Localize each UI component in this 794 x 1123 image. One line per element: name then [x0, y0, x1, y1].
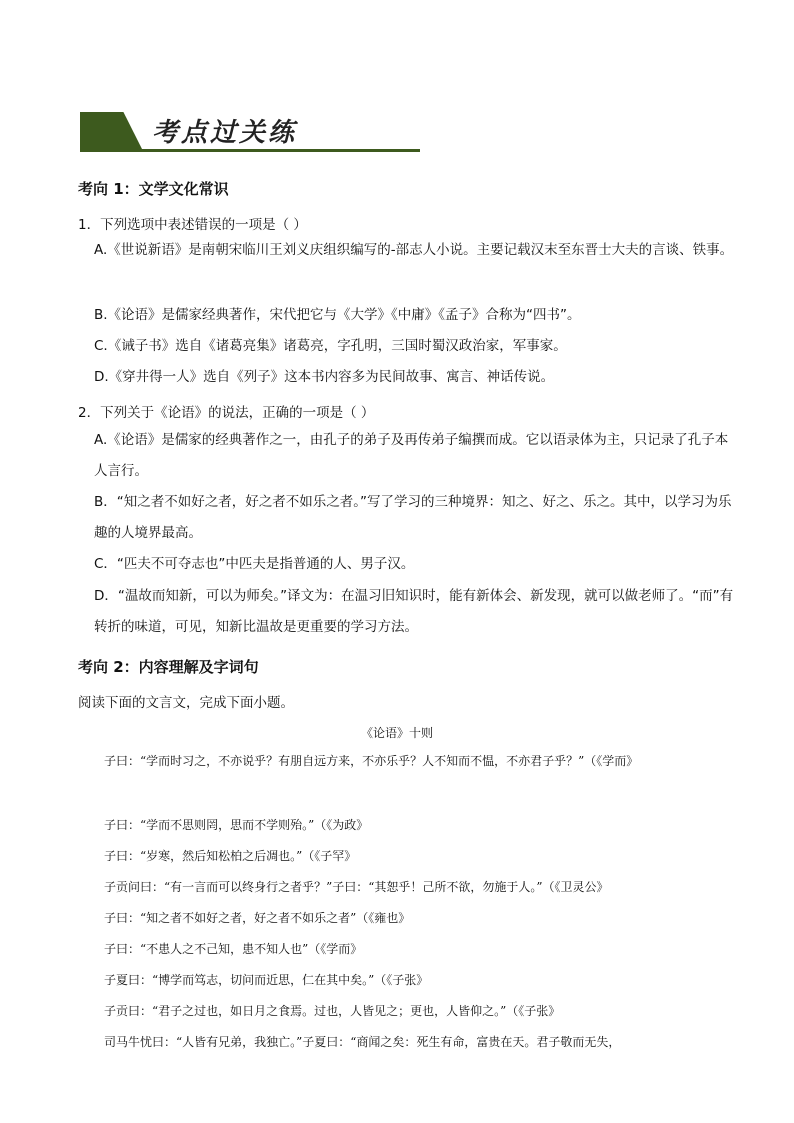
section1-heading: 考向 1：文学文化常识 [78, 180, 229, 198]
classic-line: 司马牛忧曰：“人皆有兄弟，我独亡。”子夏曰：“商闻之矣：死生有命，富贵在天。君子敬而无失， [104, 1035, 621, 1049]
question-2-option-b: B．“知之者不如好之者，好之者不如乐之者。”写了学习的三种境界：知之、好之、乐之。其中，以学习为乐趣的人境界最高。 [94, 494, 732, 541]
classic-title: 《论语》十则 [360, 726, 433, 740]
question-1-stem: 1．下列选项中表述错误的一项是（ ） [78, 217, 307, 233]
banner-block [80, 112, 142, 149]
classic-line: 子夏曰：“博学而笃志，切问而近思，仁在其中矣。”（《子张》 [104, 973, 429, 987]
classic-line: 子贡问曰：“有一言而可以终身行之者乎？”子曰：“其恕乎！己所不欲，勿施于人。”（《卫灵公》 [104, 880, 609, 894]
reading-intro: 阅读下面的文言文，完成下面小题。 [78, 695, 294, 711]
banner-title: 考点过关练 [152, 118, 298, 148]
classic-line: 子曰：“不患人之不己知，患不知人也”（《学而》 [104, 942, 363, 956]
question-1-option-c: C.《诫子书》选自《诸葛亮集》诸葛亮，字孔明，三国时蜀汉政治家，军事家。 [94, 338, 567, 354]
question-1-option-a: A.《世说新语》是南朝宋临川王刘义庆组织编写的-部志人小说。主要记载汉末至东晋士大夫的言谈、铁事。 [94, 242, 734, 258]
question-2-option-d: D．“温故而知新，可以为师矣。”译文为：在温习旧知识时，能有新体会、新发现，就可以做老师了。“而”有转折的味道，可见，知新比温故是更重要的学习方法。 [94, 588, 734, 635]
question-2-stem: 2．下列关于《论语》的说法，正确的一项是（ ） [78, 405, 375, 421]
question-2-option-a: A.《论语》是儒家的经典著作之一，由孔子的弟子及再传弟子编撰而成。它以语录体为主，只记录了孔子本人言行。 [94, 432, 729, 479]
question-1-option-d: D.《穿井得一人》选自《列子》这本书内容多为民间故事、寓言、神话传说。 [94, 369, 555, 385]
classic-line: 子贡曰：“君子之过也，如日月之食焉。过也，人皆见之；更也，人皆仰之。”（《子张》 [104, 1004, 561, 1018]
question-1-option-b: B.《论语》是儒家经典著作，宋代把它与《大学》《中庸》《孟子》合称为“四书”。 [94, 307, 581, 323]
classic-line: 子曰：“学而时习之，不亦说乎？有朋自远方来，不亦乐乎？人不知而不愠，不亦君子乎？”（《学而》 [104, 754, 639, 768]
section2-heading: 考向 2：内容理解及字词句 [78, 658, 259, 676]
classic-line: 子曰：“学而不思则罔，思而不学则殆。”（《为政》 [104, 818, 369, 832]
question-2-option-c: C．“匹夫不可夺志也”中匹夫是指普通的人、男子汉。 [94, 556, 415, 572]
classic-line: 子曰：“岁寒，然后知松柏之后凋也。”（《子罕》 [104, 849, 357, 863]
banner-rule [80, 149, 420, 152]
section-banner [80, 112, 420, 154]
classic-line: 子曰：“知之者不如好之者，好之者不如乐之者”（《雍也》 [104, 911, 411, 925]
